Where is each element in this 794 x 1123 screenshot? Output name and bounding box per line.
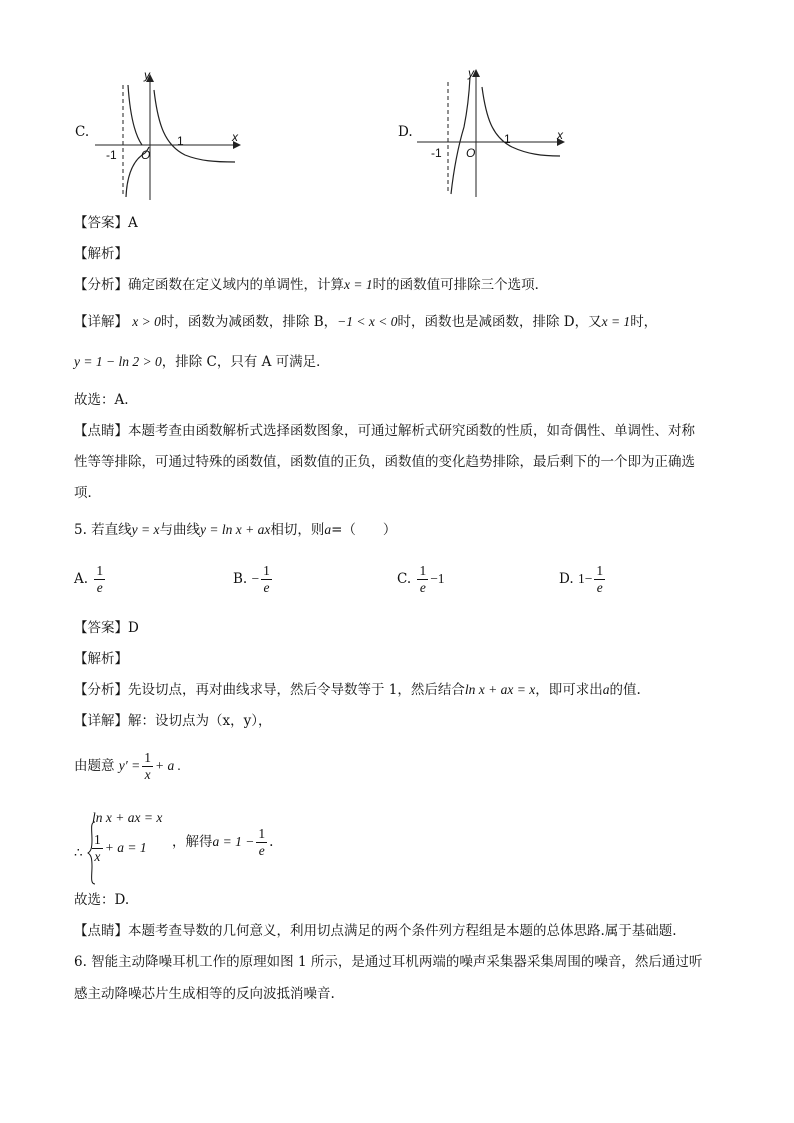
frac-num: 1 [94,832,101,847]
therefore-symbol: ∴ [74,845,83,860]
fenxi-text: 确定函数在定义域内的单调性，计算 [128,277,344,293]
option-prefix: − [251,571,260,586]
option-label: C. [397,571,412,587]
math-range: −1 < x < 0 [337,314,398,329]
stem-d: =（ ） [331,522,397,538]
q5-option-c [397,563,445,596]
q4-guxuan: 故选：A. [74,392,129,408]
graph-option-c [90,65,250,205]
q4-dianjing-l3: 项． [74,485,101,501]
frac-num: 1 [144,750,151,765]
frac-den: e [263,580,270,595]
result-end: . [269,834,274,850]
option-prefix: 1− [577,571,593,586]
curve-left-top [128,85,142,145]
origin-label: O [141,148,151,162]
xj-text-3: 时， [630,314,658,330]
xj-text-4: ，排除 C，只有 A 可满足． [161,354,330,370]
q4-dianjing-l1 [74,421,695,441]
dianjing-text: 本题考查导数的几何意义，利用切点满足的两个条件列方程组是本题的总体思路.属于基础题. [128,923,677,939]
q5-tiyi [74,750,181,783]
q6-line1: 6. 智能主动降噪耳机工作的原理如图 1 所示，是通过耳机两端的噪声采集器采集周围的噪音，然后通过听 [74,954,703,970]
tick-neg1: -1 [106,148,117,162]
dianjing-tag: 【点睛】 [74,923,128,939]
stem-curve: y = ln x + ax [200,522,271,537]
curve-left [451,77,470,194]
curve-right [482,87,560,156]
q5-xiangjie [74,711,272,731]
stem-c: 相切，则 [270,522,325,538]
frac-den: e [596,580,603,595]
q4-fenxi [74,275,548,295]
q4-dianjing-l2: 性等等排除，可通过特殊的函数值，函数值的正负，函数值的变化趋势排除，最后剩下的一个即为正确选 [74,454,695,470]
q5-dianjing [74,921,677,941]
frac-num: 1 [258,826,266,841]
math-y-value: y = 1 − ln 2 > 0 [74,354,162,369]
option-d-label: D. [398,124,413,140]
q5-stem [74,520,396,540]
fenxi-tag: 【分析】 [74,277,128,293]
system-result [172,826,273,859]
system-eq2 [90,832,147,865]
q5-option-b [233,563,274,596]
frac-num: 1 [419,563,427,578]
origin-label: O [466,146,476,160]
q6-line2: 感主动降噪芯片生成相等的反向波抵消噪音. [74,986,335,1002]
frac-den: x [94,849,101,864]
q4-answer: 【答案】A [74,215,138,231]
fenxi-end2: 的值. [609,682,641,698]
stem-a-var: a [324,522,332,537]
xiangjie-text: 解：设切点为（x，y）， [128,713,272,729]
xiangjie-tag: 【详解】 [74,314,128,330]
q5-jiexi: 【解析】 [74,651,128,667]
frac-den: e [258,843,265,858]
q5-option-a [74,563,107,596]
stem-a: 5. 若直线 [74,522,132,538]
fenxi-math: x = 1 [344,277,373,292]
fenxi-math: ln x + ax = x [464,682,536,697]
tick-1: 1 [504,132,511,146]
result-lhs: a = 1 − [212,834,255,849]
option-label: A. [74,571,89,587]
xj-text-2: 时，函数也是减函数，排除 D，又 [397,314,602,330]
frac-den: e [419,580,426,595]
q5-guxuan: 故选：D. [74,892,130,908]
q4-xiangjie-line2 [74,352,330,372]
tiyi-text: 由题意 [74,758,115,774]
option-label: D. [559,571,574,587]
x-axis-label: x [232,130,238,144]
system-eq1: ln x + ax = x [92,810,163,825]
frac-num: 1 [263,563,270,578]
xiangjie-tag: 【详解】 [74,713,128,729]
frac-den: x [144,767,151,782]
q4-jiexi: 【解析】 [74,246,128,262]
option-suffix: −1 [430,571,445,586]
x-axis-label: x [557,128,563,142]
q5-option-d [559,563,607,596]
option-c-label: C. [75,124,90,140]
xj-text-1: 时，函数为减函数，排除 B， [160,314,338,330]
tiyi-rhs: + a . [154,758,181,773]
y-axis-label: y [144,68,150,82]
option-label: B. [233,571,248,587]
q4-xiangjie [74,312,657,332]
fenxi-tag: 【分析】 [74,682,128,698]
fenxi-end: 时的函数值可排除三个选项． [372,277,549,293]
eq2-rhs: + a = 1 [104,840,147,855]
frac-num: 1 [96,563,104,578]
frac-num: 1 [596,563,604,578]
fenxi-end: ，即可求出 [535,682,603,698]
fenxi-text: 先设切点，再对曲线求导，然后令导数等于 1，然后结合 [128,682,465,698]
stem-b: 与曲线 [159,522,201,538]
fenxi-a: a [602,682,610,697]
q5-answer: 【答案】D [74,620,139,636]
y-axis-label: y [468,66,474,80]
curve-right [154,90,235,162]
tiyi-lhs: y′ = [118,758,141,773]
tick-neg1: -1 [431,146,442,160]
math-x-gt-0: x > 0 [132,314,161,329]
stem-line: y = x [131,522,160,537]
graph-option-d [412,62,572,202]
tick-1: 1 [177,134,184,148]
frac-den: e [96,580,103,595]
q5-fenxi [74,680,641,700]
dianjing-text: 本题考查由函数解析式选择函数图象，可通过解析式研究函数的性质，如奇偶性、单调性、对称 [128,423,695,439]
dianjing-tag: 【点睛】 [74,423,128,439]
result-text: ，解得 [172,834,213,850]
math-x-eq-1: x = 1 [601,314,631,329]
